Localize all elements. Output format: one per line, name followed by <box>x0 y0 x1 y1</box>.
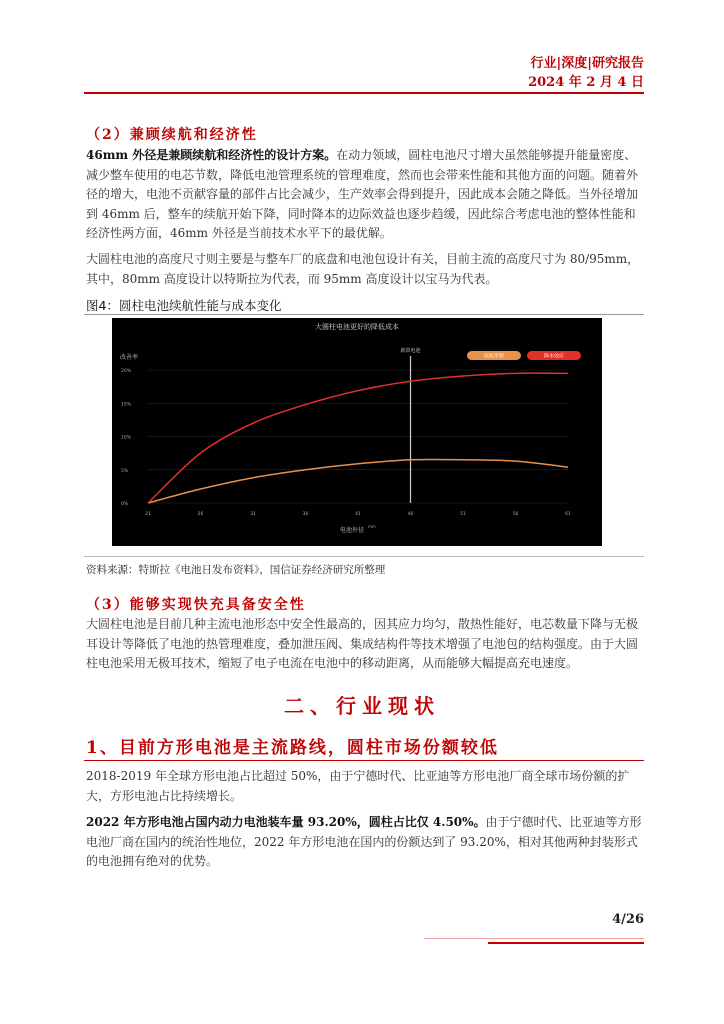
chart-x-tick-label: 51 <box>460 512 466 517</box>
paragraph-height: 大圆柱电池的高度尺寸则主要是与整车厂的底盘和电池包设计有关，目前主流的高度尺寸为 80/95mm，其中，80mm 高度设计以特斯拉为代表，而 95mm 高度设计以宝马为代表。 <box>86 252 640 286</box>
chart-series <box>148 373 568 503</box>
chart-y-tick-label: 15% <box>121 402 132 408</box>
chart-svg <box>112 318 602 546</box>
figure-bottom-rule <box>84 556 644 557</box>
chart-x-tick-label: 36 <box>302 512 309 517</box>
paragraph-46mm-lead: 46mm 外径是兼顾续航和经济性的设计方案。 <box>86 148 337 162</box>
chart-x-tick-label: 61 <box>565 512 571 517</box>
chart-legend <box>467 351 581 360</box>
chart-y-tick-label: 0% <box>121 502 129 507</box>
paragraph-domestic-lead: 2022 年方形电池占国内动力电池装车量 93.20%，圆柱占比仅 4.50%。 <box>86 815 486 829</box>
paragraph-safety: 大圆柱电池是目前几种主流电池形态中安全性最高的，因其应力均匀，散热性能好，电芯数量下降与无极耳设计等降低了电池的热管理难度，叠加泄压阀、集成结构件等技术增强了电池包的结构强度。由于大圆柱电池采用无极耳技术，缩短了电子电流在电池中的移动距离，从而能够大幅提高充电速度。 <box>86 617 639 670</box>
footer-rule-thin <box>424 938 644 939</box>
chart-y-tick-label: 10% <box>121 435 132 441</box>
figure-caption: 图4：圆柱电池续航性能与成本变化 <box>86 298 282 313</box>
chart-x-tick-label: 41 <box>355 512 361 517</box>
chart-x-tick-label: 56 <box>512 512 519 517</box>
paragraph-domestic-share <box>86 813 642 872</box>
header-category: 行业|深度|研究报告 <box>530 56 644 71</box>
chart-series-line-1 <box>148 459 568 503</box>
chapter-heading: 二、行业现状 <box>284 694 440 718</box>
subsection-rule <box>84 760 644 761</box>
chart-x-tick-label: 46 <box>407 512 414 517</box>
chart-x-tick-label: 31 <box>250 512 256 517</box>
chart-x-axis-label: 电池外径 <box>340 527 365 534</box>
paragraph-global-share: 2018-2019 年全球方形电池占比超过 50%，由于宁德时代、比亚迪等方形电池厂商全球市场份额的扩大，方形电池占比持续增长。 <box>86 769 630 803</box>
chart-marker <box>400 347 420 503</box>
chart-marker-label: 新款电池 <box>400 348 421 354</box>
chart-title: 大圆柱电池更好的降低成本 <box>315 323 399 331</box>
chart-y-tick-label: 5% <box>121 468 129 474</box>
chart-y-axis-label: 改善率 <box>120 354 139 361</box>
chart-x-axis-unit: mm <box>368 524 376 529</box>
figure-top-rule <box>84 314 644 315</box>
section-heading-fast-charge: （3）能够实现快充具备安全性 <box>86 597 306 613</box>
chart-ticks <box>121 368 571 517</box>
chart-container <box>112 318 602 546</box>
page-number: 4/26 <box>612 912 644 927</box>
header-divider <box>84 92 644 94</box>
chart-x-tick-label: 21 <box>145 512 151 517</box>
chart-y-tick-label: 20% <box>121 369 132 374</box>
chart-x-tick-label: 26 <box>197 512 204 517</box>
paragraph-46mm <box>86 146 642 244</box>
paragraph-46mm-body: 在动力领域，圆柱电池尺寸增大虽然能够提升能量密度、减少整车使用的电芯节数，降低电池管理系统的管理难度，然而也会带来性能和其他方面的问题。随着外径的增大，电池不贡献容量的部件占比会减少，生产效率会得到提升，因此成本会随之降低。当外径增加到 46mm 后，整车的续航开始下降，同时降本的边际效益也逐步趋缓，因此综合考虑电池的整体性能和经济性两方面，46mm 外径是当前技术水平下的最优解。 <box>86 148 639 240</box>
footer-rule-thick <box>488 942 644 944</box>
subsection-heading: 1、目前方形电池是主流路线，圆柱市场份额较低 <box>86 738 499 758</box>
header-date: 2024 年 2 月 4 日 <box>528 75 644 90</box>
chart-series-line-2 <box>148 373 568 503</box>
section-heading-range-economy: （2）兼顾续航和经济性 <box>86 127 258 143</box>
chart-legend-label-1: 续航里程 <box>483 353 505 360</box>
paragraph-domestic-body: 由于宁德时代、比亚迪等方形电池厂商在国内的统治性地位，2022 年方形电池在国内的份额达到了 93.20%，相对其他两种封装形式的电池拥有绝对的优势。 <box>86 815 642 868</box>
figure-source: 资料来源：特斯拉《电池日发布资料》，国信证券经济研究所整理 <box>86 564 386 576</box>
chart-legend-label-2: 降本效应 <box>543 353 565 360</box>
